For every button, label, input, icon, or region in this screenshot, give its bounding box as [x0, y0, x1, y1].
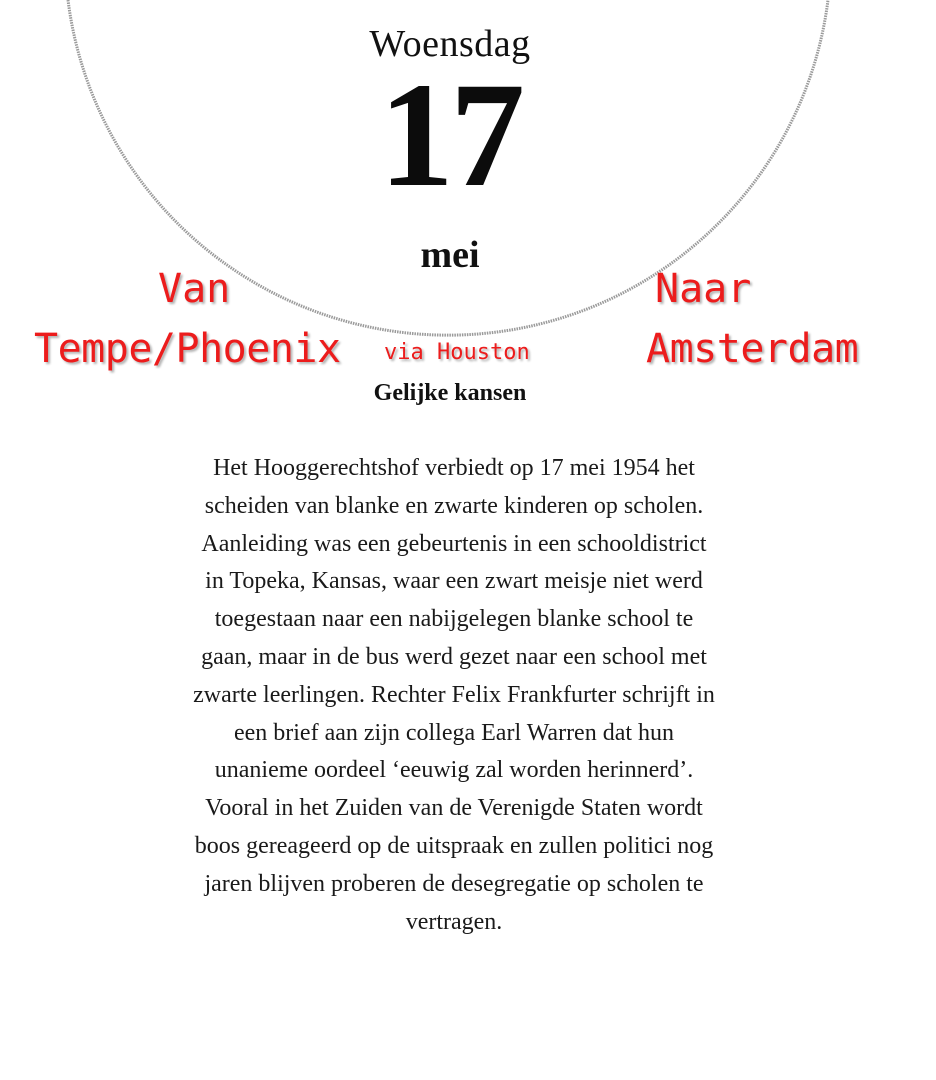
article-line: scheiden van blanke en zwarte kinderen op scholen.: [204, 492, 704, 519]
article-line: boos gereageerd op de uitspraak en zullen politici nog: [194, 832, 714, 859]
article-line: gaan, maar in de bus werd gezet naar een school met: [201, 643, 707, 670]
route-from-label: Van: [158, 266, 231, 312]
article-body: [120, 450, 788, 941]
route-origin-city: Tempe/Phoenix: [34, 326, 341, 372]
article-line: toegestaan naar een nabijgelegen blanke school te: [214, 606, 694, 633]
route-to-label: Naar: [655, 266, 752, 312]
article-line: jaren blijven proberen de desegregatie op scholen te: [204, 870, 704, 897]
calendar-month: mei: [420, 234, 480, 276]
route-destination-city: Amsterdam: [646, 326, 859, 372]
article-headline: Gelijke kansen: [373, 380, 527, 406]
article-line: een brief aan zijn collega Earl Warren dat hun: [233, 719, 675, 746]
calendar-day-number: 17: [379, 52, 521, 218]
article-line: zwarte leerlingen. Rechter Felix Frankfurter schrijft in: [193, 681, 715, 708]
article-line: in Topeka, Kansas, waar een zwart meisje niet werd: [205, 568, 703, 595]
article-line: Vooral in het Zuiden van de Verenigde Staten wordt: [205, 795, 703, 822]
article-line: Aanleiding was een gebeurtenis in een schooldistrict: [201, 530, 707, 557]
article-line: unanieme oordeel ‘eeuwig zal worden herinnerd’.: [214, 757, 694, 784]
route-via-city: via Houston: [384, 340, 530, 365]
article-line: vertragen.: [405, 908, 503, 935]
article-line: Het Hooggerechtshof verbiedt op 17 mei 1954 het: [213, 455, 695, 481]
calendar-weekday: Woensdag: [369, 23, 531, 65]
